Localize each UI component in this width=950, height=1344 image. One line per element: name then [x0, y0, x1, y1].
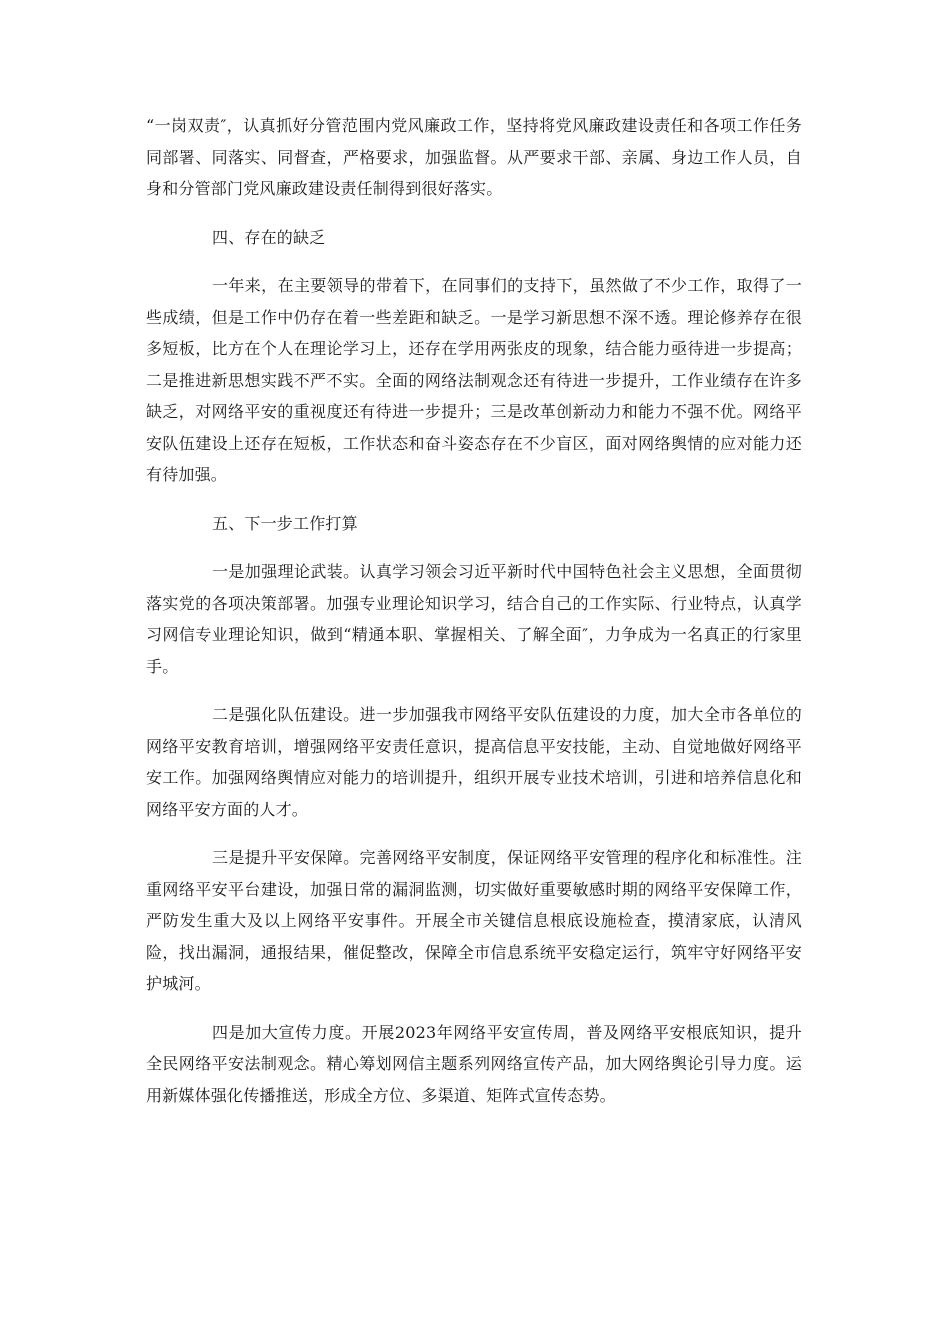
document-page — [146, 110, 802, 1128]
section-heading-next-steps: 五、下一步工作打算 — [212, 513, 358, 533]
paragraph-security: 三是提升平安保障。完善网络平安制度，保证网络平安管理的程序化和标准性。注重网络平安平台建设，加强日常的漏洞监测，切实做好重要敏感时期的网络平安保障工作，严防发生重大及以上网络平安事件。开展全市关键信息根底设施检查，摸清家底，认清风险，找出漏洞，通报结果，催促整改，保障全市信息系统平安稳定运行，筑牢守好网络平安护城河。 — [146, 848, 802, 993]
section-heading-shortcomings: 四、存在的缺乏 — [212, 227, 326, 247]
paragraph-responsibility: “一岗双责″，认真抓好分管范围内党风廉政工作，坚持将党风廉政建设责任和各项工作任务同部署、同落实、同督查，严格要求，加强监督。从严要求干部、亲属、身边工作人员，自身和分管部门党风廉政建设责任制得到很好落实。 — [146, 116, 802, 198]
paragraph-theory: 一是加强理论武装。认真学习领会习近平新时代中国特色社会主义思想，全面贯彻落实党的各项决策部署。加强专业理论知识学习，结合自己的工作实际、行业特点，认真学习网信专业理论知识，做到“精通本职、掌握相关、了解全面″，力争成为一名真正的行家里手。 — [146, 562, 802, 676]
paragraph-shortcomings: 一年来，在主要领导的带着下，在同事们的支持下，虽然做了不少工作，取得了一些成绩，但是工作中仍存在着一些差距和缺乏。一是学习新思想不深不透。理论修养存在很多短板，比方在个人在理论学习上，还存在学用两张皮的现象，结合能力亟待进一步提高；二是推进新思想实践不严不实。全面的网络法制观念还有待进一步提升，工作业绩存在许多缺乏，对网络平安的重视度还有待进一步提升；三是改革创新动力和能力不强不优。网络平安队伍建设上还存在短板，工作状态和奋斗姿态存在不少盲区，面对网络舆情的应对能力还有待加强。 — [146, 276, 802, 484]
paragraph-team-building: 二是强化队伍建设。进一步加强我市网络平安队伍建设的力度，加大全市各单位的网络平安教育培训，增强网络平安责任意识，提高信息平安技能，主动、自觉地做好网络平安工作。加强网络舆情应对能力的培训提升，组织开展专业技术培训，引进和培养信息化和网络平安方面的人才。 — [146, 705, 802, 819]
paragraph-publicity: 四是加大宣传力度。开展2023年网络平安宣传周，普及网络平安根底知识，提升全民网络平安法制观念。精心筹划网信主题系列网络宣传产品，加大网络舆论引导力度。运用新媒体强化传播推送，形成全方位、多渠道、矩阵式宣传态势。 — [146, 1022, 802, 1105]
